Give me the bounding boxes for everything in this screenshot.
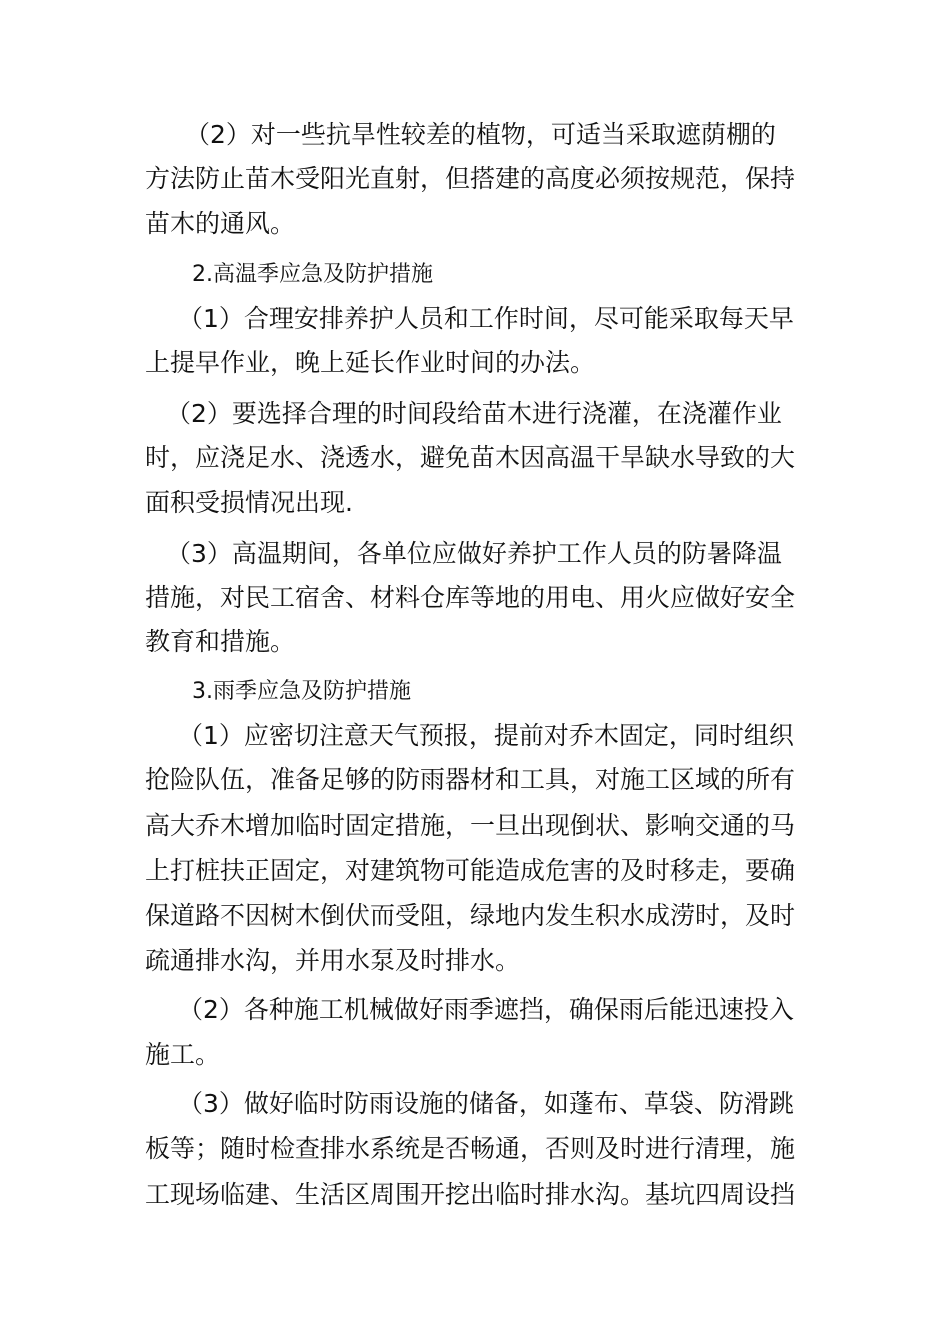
- text-line: （3）做好临时防雨设施的储备，如蓬布、草袋、防滑跳: [178, 1089, 794, 1118]
- text-line: 面积受损情况出现.: [145, 488, 353, 517]
- text-line: 疏通排水沟，并用水泵及时排水。: [145, 946, 521, 975]
- text-line: 工现场临建、生活区周围开挖出临时排水沟。基坑四周设挡: [145, 1180, 796, 1209]
- text-line: 板等；随时检查排水系统是否畅通，否则及时进行清理，施: [145, 1134, 796, 1163]
- text-line: 上提早作业，晚上延长作业时间的办法。: [145, 348, 596, 377]
- text-line: 方法防止苗木受阳光直射，但搭建的高度必须按规范，保持: [145, 164, 796, 193]
- text-line: 时，应浇足水、浇透水，避免苗木因高温干旱缺水导致的大: [145, 443, 796, 472]
- text-line: （2）各种施工机械做好雨季遮挡，确保雨后能迅速投入: [178, 995, 794, 1024]
- text-line: 抢险队伍，准备足够的防雨器材和工具，对施工区域的所有: [145, 765, 796, 794]
- text-line: （2）要选择合理的时间段给苗木进行浇灌，在浇灌作业: [166, 399, 782, 428]
- text-line: 苗木的通风。: [145, 209, 296, 238]
- text-line: （1）合理安排养护人员和工作时间，尽可能采取每天早: [178, 304, 794, 333]
- text-line: 措施，对民工宿舍、材料仓库等地的用电、用火应做好安全: [145, 583, 796, 612]
- section-heading: 2.高温季应急及防护措施: [192, 262, 433, 287]
- text-line: 上打桩扶正固定，对建筑物可能造成危害的及时移走，要确: [145, 856, 796, 885]
- text-line: （3）高温期间，各单位应做好养护工作人员的防暑降温: [166, 539, 782, 568]
- text-line: （2）对一些抗旱性较差的植物，可适当采取遮荫棚的: [185, 120, 776, 149]
- text-line: 教育和措施。: [145, 627, 296, 656]
- text-line: 高大乔木增加临时固定措施，一旦出现倒状、影响交通的马: [145, 811, 796, 840]
- section-heading: 3.雨季应急及防护措施: [192, 679, 411, 704]
- text-line: （1）应密切注意天气预报，提前对乔木固定，同时组织: [178, 721, 794, 750]
- text-line: 施工。: [145, 1040, 221, 1069]
- text-line: 保道路不因树木倒伏而受阻，绿地内发生积水成涝时，及时: [145, 901, 796, 930]
